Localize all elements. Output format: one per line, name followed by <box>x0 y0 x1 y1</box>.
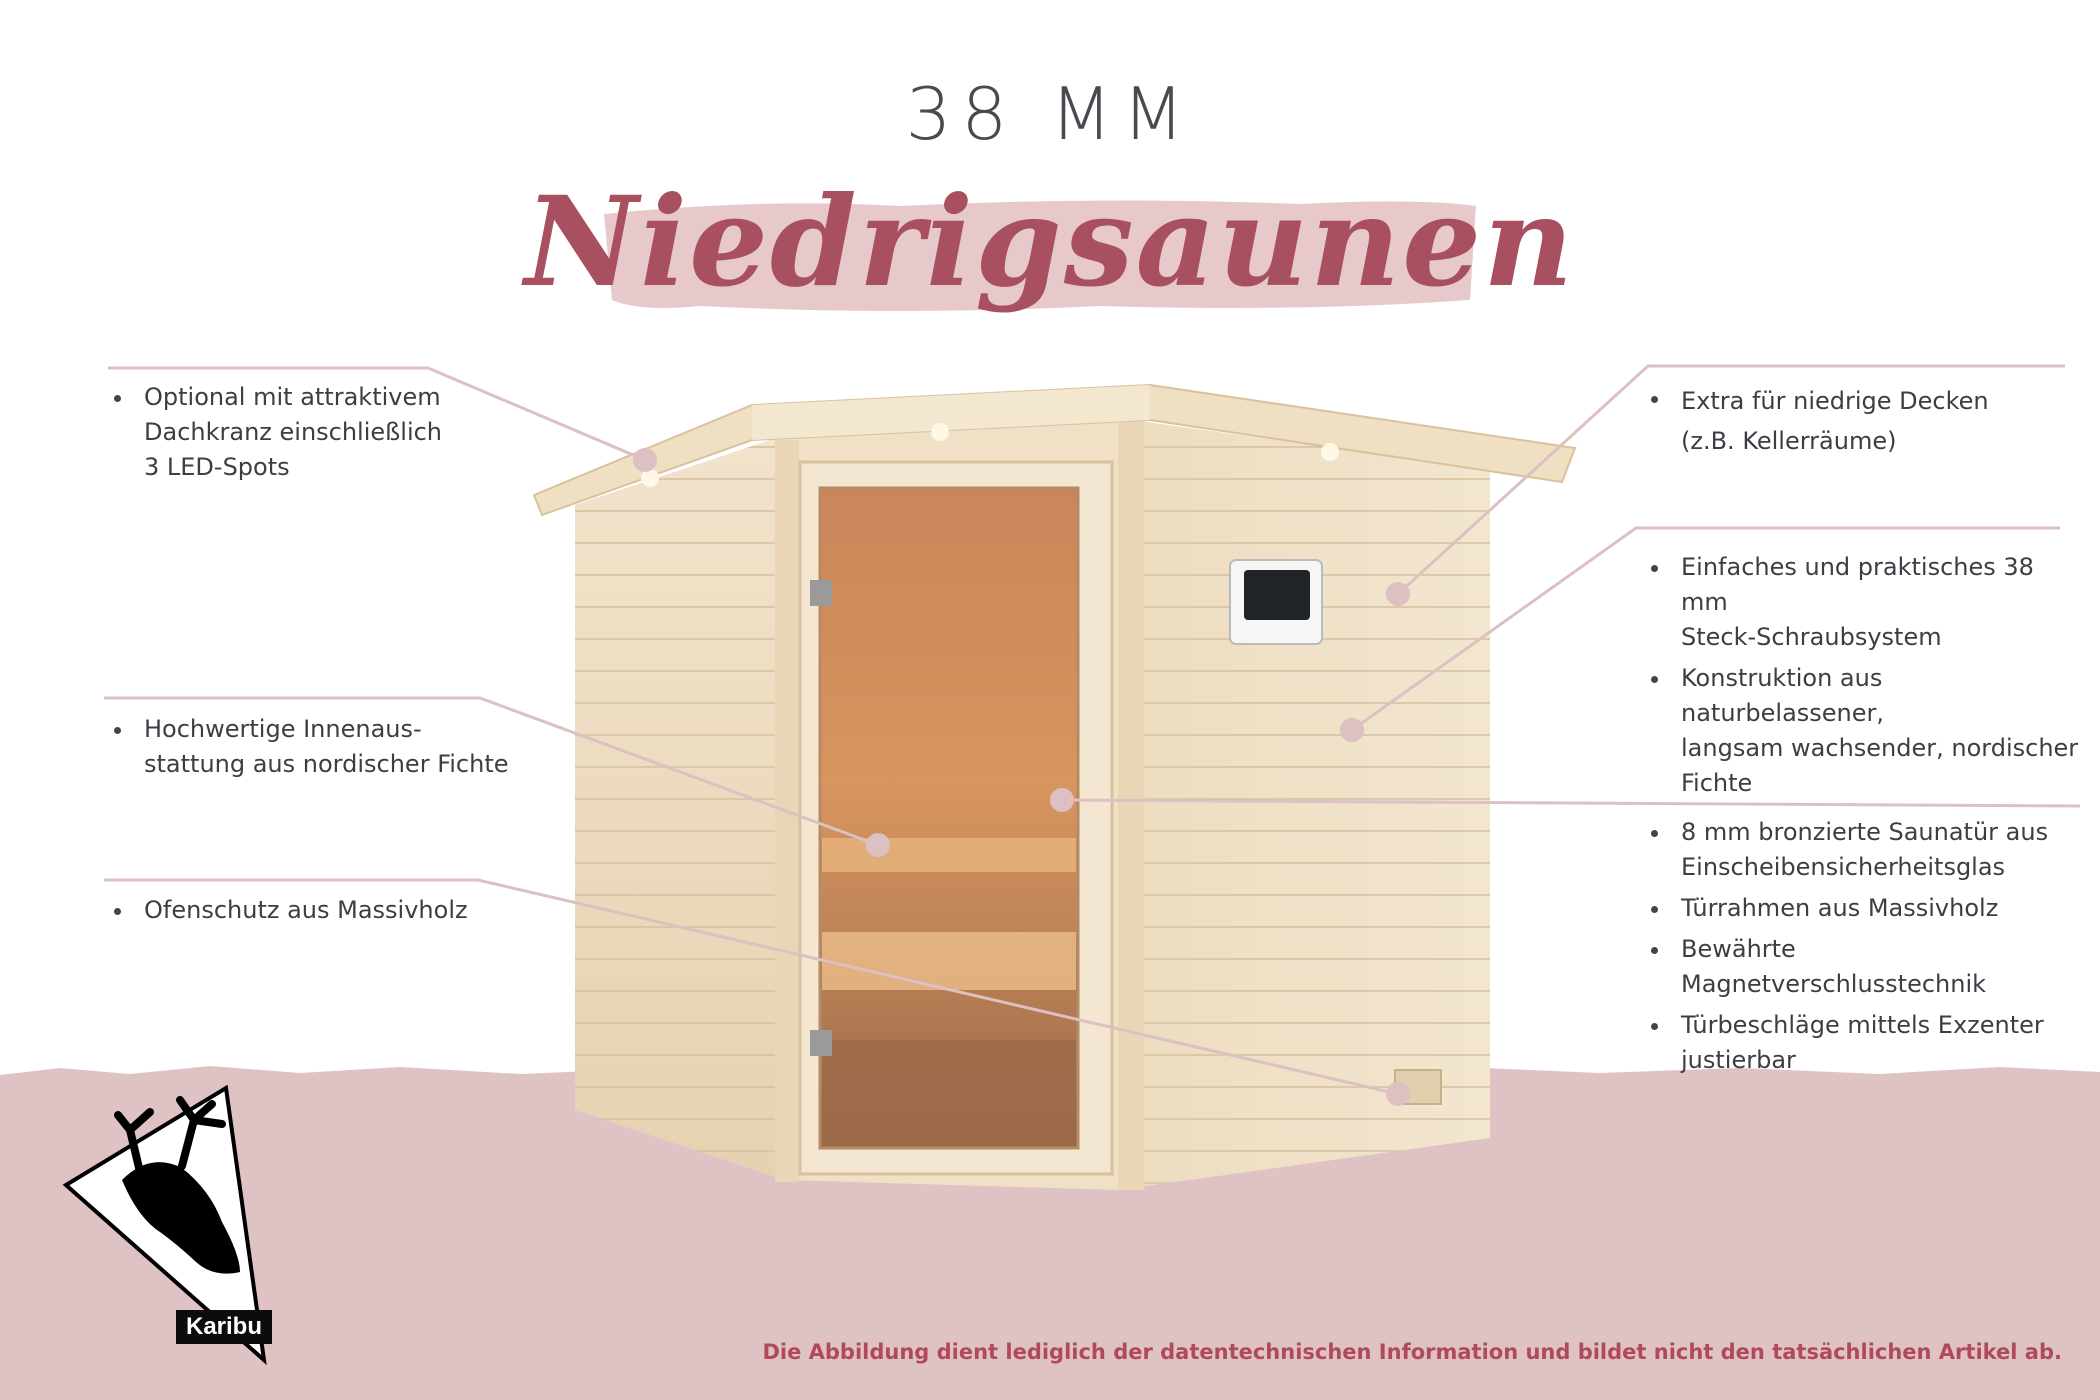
eyebrow-heading: 38 MM <box>905 72 1195 156</box>
feature-item: Türbeschläge mittels Exzenter justierbar <box>1643 1008 2083 1078</box>
sauna-cabin <box>534 385 1575 1190</box>
feature-list-construction <box>1643 550 2083 807</box>
feature-list-roof <box>106 380 526 491</box>
disclaimer-text: Die Abbildung dient lediglich der datentechnischen Information und bildet nicht den tatsächlichen Artikel ab. <box>762 1340 2062 1364</box>
brand-logo-wordmark: Karibu <box>176 1310 272 1344</box>
feature-item: Konstruktion aus naturbelassener, langsam wachsender, nordischer Fichte <box>1643 661 2083 801</box>
feature-item: Einfaches und praktisches 38 mm Steck-Schraubsystem <box>1643 550 2083 655</box>
feature-item: Ofenschutz aus Massivholz <box>106 893 526 928</box>
feature-list-interior <box>106 712 526 788</box>
page-title: Niedrigsaunen <box>524 170 1576 315</box>
feature-list-oven-guard <box>106 893 526 934</box>
feature-item: Optional mit attraktivem Dachkranz einschließlich 3 LED-Spots <box>106 380 526 485</box>
feature-item: 8 mm bronzierte Saunatür aus Einscheibensicherheitsglas <box>1643 815 2083 885</box>
feature-item: Bewährte Magnetverschlusstechnik <box>1643 932 2083 1002</box>
feature-list-door <box>1643 815 2083 1084</box>
feature-item: Hochwertige Innenaus- stattung aus nordischer Fichte <box>106 712 526 782</box>
feature-item: Extra für niedrige Decken (z.B. Kellerräume) <box>1643 381 2083 461</box>
feature-list-ceiling <box>1643 381 2083 467</box>
feature-item: Türrahmen aus Massivholz <box>1643 891 2083 926</box>
